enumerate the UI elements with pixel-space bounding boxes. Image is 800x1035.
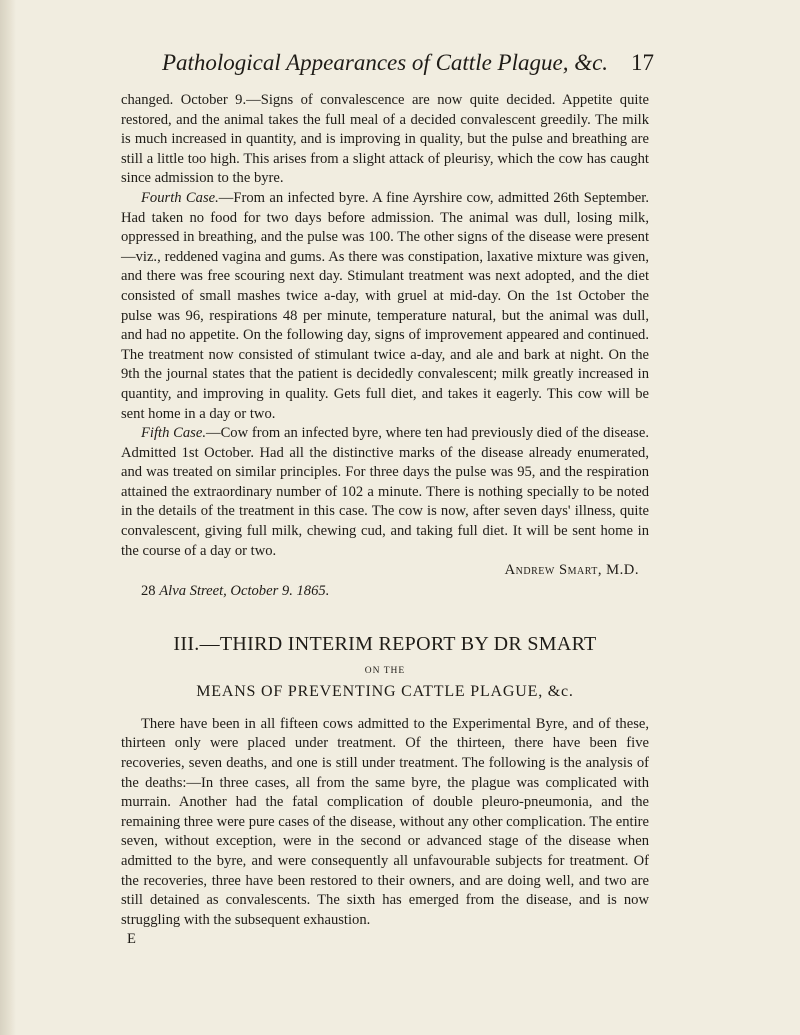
running-head-title: Pathological Appearances of Cattle Plague, &c.: [161, 50, 609, 75]
section-connector: ON THE: [364, 665, 406, 676]
paragraph-fifth-case: [121, 424, 649, 561]
fifth-case-text: —Cow from an infected byre, where ten had previously died of the disease. Admitted 1st October. Had all the distinctive marks of the disease already enumerated, and was treated on similar principles. For three days the pulse was 95, and the respiration attained the extraordinary number of 102 a minute. There is nothing specially to be noted in the details of the treatment in this case. The cow is now, after seven days' illness, quite convalescent, giving full milk, chewing cud, and taking full diet. It will be sent home in the course of a day or two.: [121, 425, 649, 559]
fourth-case-text: —From an infected byre. A fine Ayrshire cow, admitted 26th September. Had taken no food for two days before admission. The animal was dull, losing milk, oppressed in breathing, and the pulse was 100. The other signs of the disease were present—viz., reddened vagina and gums. As there was constipation, laxative mixture was given, and there was free scouring next day. Stimulant treatment was next adopted, and the diet consisted of small mashes twice a-day, with gruel at mid-day. On the 1st October the pulse was 96, respirations 48 per minute, temperature natural, but the animal was dull, and had no appetite. On the following day, signs of improvement appeared and continued. The treatment now consisted of stimulant twice a-day, and ale and bark at night. On the 9th the journal states that the patient is decidedly convalescent; milk greatly increased in quantity, and improving in quality. Gets full diet, and takes it eagerly. This cow will be sent home in a day or two.: [121, 189, 649, 422]
page-number: 17: [631, 50, 654, 75]
street-number: 28: [141, 582, 156, 599]
author-signature: Andrew Smart, M.D.: [504, 562, 639, 579]
paragraph-third-case-continued: changed. October 9.—Signs of convalescence are now quite decided. Appetite quite restored, and the animal takes the full meal of a decided convalescent greedily. The milk is much increased in quantity, and is improving in quality, but the pulse and breathing are still a little too high. This arises from a slight attack of pleurisy, which the cow has caught since admission to the byre.: [121, 92, 649, 187]
running-head: [121, 45, 654, 81]
place-and-date: [121, 581, 649, 601]
fifth-case-title: Fifth Case.: [141, 425, 206, 442]
section-heading: III.—THIRD INTERIM REPORT BY DR SMART: [173, 632, 597, 655]
interim-report-body: [121, 715, 649, 931]
signature-mark: E: [127, 931, 136, 948]
page-binding-shadow: [0, 0, 16, 1035]
case-reports: [121, 91, 649, 561]
report-paragraph: There have been in all fifteen cows admitted to the Experimental Byre, and of these, thirteen only were placed under treatment. Of the thirteen, there have been five recoveries, seven deaths, and one is still under treatment. The following is the analysis of the deaths:—In three cases, all from the same byre, the plague was complicated with murrain. Another had the fatal complication of double pleuro-pneumonia, and the remaining three were pure cases of the disease, without any other complication. The entire seven, without exception, were in the second or advanced stage of the disease when admitted to the byre, and were consequently all unfavourable subjects for treatment. Of the recoveries, three have been restored to their owners, and are doing well, and two are still detained as convalescents. The sixth has emerged from the disease, and is now struggling with the subsequent exhaustion.: [121, 715, 649, 928]
paragraph-fourth-case: [121, 189, 649, 424]
street-and-date: Alva Street, October 9. 1865.: [159, 582, 330, 599]
book-page: [121, 45, 654, 948]
fourth-case-title: Fourth Case.: [141, 189, 219, 206]
section-subtitle: MEANS OF PREVENTING CATTLE PLAGUE, &c.: [196, 682, 574, 700]
